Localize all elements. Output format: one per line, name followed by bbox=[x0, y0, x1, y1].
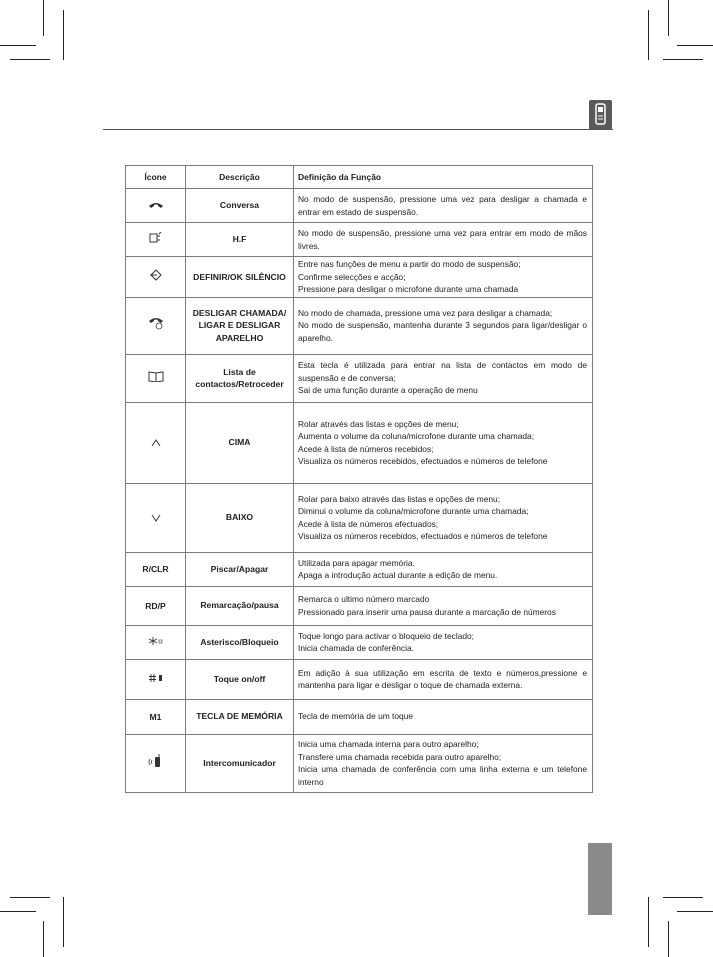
crop-mark bbox=[668, 921, 669, 957]
definition-line: Inicia chamada de conferência. bbox=[298, 643, 414, 653]
definition-cell bbox=[294, 189, 593, 223]
crop-mark bbox=[0, 911, 36, 912]
down-arrow-icon bbox=[126, 483, 186, 552]
up-arrow-icon bbox=[126, 402, 186, 483]
crop-mark bbox=[668, 0, 669, 36]
definition-line: Visualiza os números recebidos, efectuados e números de telefone bbox=[298, 456, 548, 466]
definition-line: Entre nas funções de menu a partir do modo de suspensão; bbox=[298, 259, 521, 269]
description-cell: Conversa bbox=[186, 189, 294, 223]
definition-cell bbox=[294, 223, 593, 257]
description-cell: Toque on/off bbox=[186, 659, 294, 699]
speaker-icon bbox=[126, 223, 186, 257]
definition-line: Em adição à sua utilização em escrita de texto e números,pressione e mantenha para ligar e desligar o toque de chamada externa. bbox=[298, 667, 587, 690]
description-cell: DEFINIR/OK SILÊNCIO bbox=[186, 257, 294, 298]
description-cell: DESLIGAR CHAMADA/ LIGAR E DESLIGAR APARELHO bbox=[186, 297, 294, 354]
description-cell: Asterisco/Bloqueio bbox=[186, 625, 294, 659]
description-cell: Intercomunicador bbox=[186, 734, 294, 792]
definition-cell bbox=[294, 402, 593, 483]
definition-line: No modo de chamada, pressione uma vez para desligar a chamada; bbox=[298, 307, 553, 318]
crop-mark bbox=[648, 10, 649, 60]
crop-mark bbox=[677, 45, 713, 46]
definition-line: No modo de suspensão, pressione uma vez para desligar a chamada e entrar em estado de suspensão. bbox=[298, 194, 587, 217]
crop-mark bbox=[677, 911, 713, 912]
table-row bbox=[126, 552, 593, 586]
ok-arrow-icon bbox=[126, 257, 186, 298]
definition-line: Visualiza os números recebidos, efectuados e números de telefone bbox=[298, 531, 548, 541]
section-tab bbox=[588, 843, 612, 915]
header-rule bbox=[103, 129, 613, 130]
crop-mark bbox=[63, 897, 64, 947]
handset-off-hook-icon bbox=[126, 189, 186, 223]
definition-line: Confirme selecções e acção; bbox=[298, 271, 406, 282]
definition-line: Inicia uma chamada interna para outro aparelho; bbox=[298, 739, 479, 749]
definition-line: Apaga a introdução actual durante a edição de menu. bbox=[298, 570, 498, 580]
column-header-description: Descrição bbox=[186, 166, 294, 189]
definition-line: Rolar para baixo através das listas e opções de menu; bbox=[298, 493, 501, 504]
description-cell: Remarcação/pausa bbox=[186, 586, 294, 625]
definition-line: Utilizada para apagar memória. bbox=[298, 557, 415, 568]
definition-line: Tecla de memória de um toque bbox=[298, 711, 413, 722]
crop-mark bbox=[648, 897, 649, 947]
definition-line: Diminui o volume da coluna/microfone durante uma chamada; bbox=[298, 506, 529, 516]
definition-line: Acede à lista de números efectuados; bbox=[298, 518, 439, 529]
definition-line: Pressione para desligar o microfone durante uma chamada bbox=[298, 284, 519, 294]
definition-line: Remarca o ultimo número marcado bbox=[298, 594, 430, 604]
table-header-row bbox=[126, 166, 593, 189]
key-label: RD/P bbox=[126, 586, 186, 625]
definition-cell bbox=[294, 257, 593, 298]
table-row bbox=[126, 402, 593, 483]
description-cell: BAIXO bbox=[186, 483, 294, 552]
description-cell: CIMA bbox=[186, 402, 294, 483]
hash-ringer-icon bbox=[126, 659, 186, 699]
definition-line: Rolar através das listas e opções de menu; bbox=[298, 418, 459, 429]
crop-mark bbox=[10, 59, 50, 60]
table-row bbox=[126, 659, 593, 699]
table-row bbox=[126, 354, 593, 402]
description-cell: Lista de contactos/Retroceder bbox=[186, 354, 294, 402]
definition-line: No modo de suspensão, mantenha durante 3 segundos para ligar/desligar o aparelho. bbox=[298, 320, 587, 343]
definition-line: Aumenta o volume da coluna/microfone durante uma chamada; bbox=[298, 431, 535, 441]
definition-cell bbox=[294, 297, 593, 354]
column-header-icon: Ícone bbox=[126, 166, 186, 189]
table-row bbox=[126, 699, 593, 734]
definition-cell bbox=[294, 354, 593, 402]
definition-cell bbox=[294, 625, 593, 659]
table-row bbox=[126, 734, 593, 792]
definition-line: Toque longo para activar o bloqueio de teclado; bbox=[298, 630, 475, 641]
table-row bbox=[126, 625, 593, 659]
crop-mark bbox=[43, 921, 44, 957]
definition-cell bbox=[294, 659, 593, 699]
asterisk-lock-icon bbox=[126, 625, 186, 659]
definition-cell bbox=[294, 734, 593, 792]
table-row bbox=[126, 483, 593, 552]
phonebook-icon bbox=[126, 354, 186, 402]
definition-cell bbox=[294, 586, 593, 625]
description-cell: TECLA DE MEMÓRIA bbox=[186, 699, 294, 734]
definition-line: No modo de suspensão, pressione uma vez para entrar em modo de mãos livres. bbox=[298, 228, 587, 251]
handset-icon bbox=[589, 100, 612, 130]
crop-mark bbox=[10, 897, 50, 898]
crop-mark bbox=[0, 45, 36, 46]
table-row bbox=[126, 257, 593, 298]
definition-line: Pressionado para inserir uma pausa durante a marcação de números bbox=[298, 606, 556, 617]
definition-cell bbox=[294, 552, 593, 586]
table-row bbox=[126, 297, 593, 354]
definition-line: Transfere uma chamada recebida para outro aparelho; bbox=[298, 751, 502, 762]
definition-cell bbox=[294, 699, 593, 734]
definition-cell bbox=[294, 483, 593, 552]
table-row bbox=[126, 223, 593, 257]
key-label: R/CLR bbox=[126, 552, 186, 586]
definition-line: Esta tecla é utilizada para entrar na lista de contactos em modo de suspensão e de conversa; bbox=[298, 360, 587, 383]
crop-mark bbox=[663, 897, 703, 898]
crop-mark bbox=[43, 0, 44, 36]
intercom-icon bbox=[126, 734, 186, 792]
description-cell: Piscar/Apagar bbox=[186, 552, 294, 586]
definition-line: Sai de uma função durante a operação de menu bbox=[298, 385, 478, 396]
hang-up-power-icon bbox=[126, 297, 186, 354]
table-row bbox=[126, 189, 593, 223]
table-row bbox=[126, 586, 593, 625]
crop-mark bbox=[663, 59, 703, 60]
column-header-definition: Definição da Função bbox=[294, 166, 593, 189]
definition-line: Inicia uma chamada de conferência com uma linha externa e um telefone interno bbox=[298, 764, 587, 787]
definition-line: Acede à lista de números recebidos; bbox=[298, 443, 434, 454]
crop-mark bbox=[63, 10, 64, 60]
description-cell: H.F bbox=[186, 223, 294, 257]
function-table bbox=[125, 165, 593, 793]
key-label: M1 bbox=[126, 699, 186, 734]
